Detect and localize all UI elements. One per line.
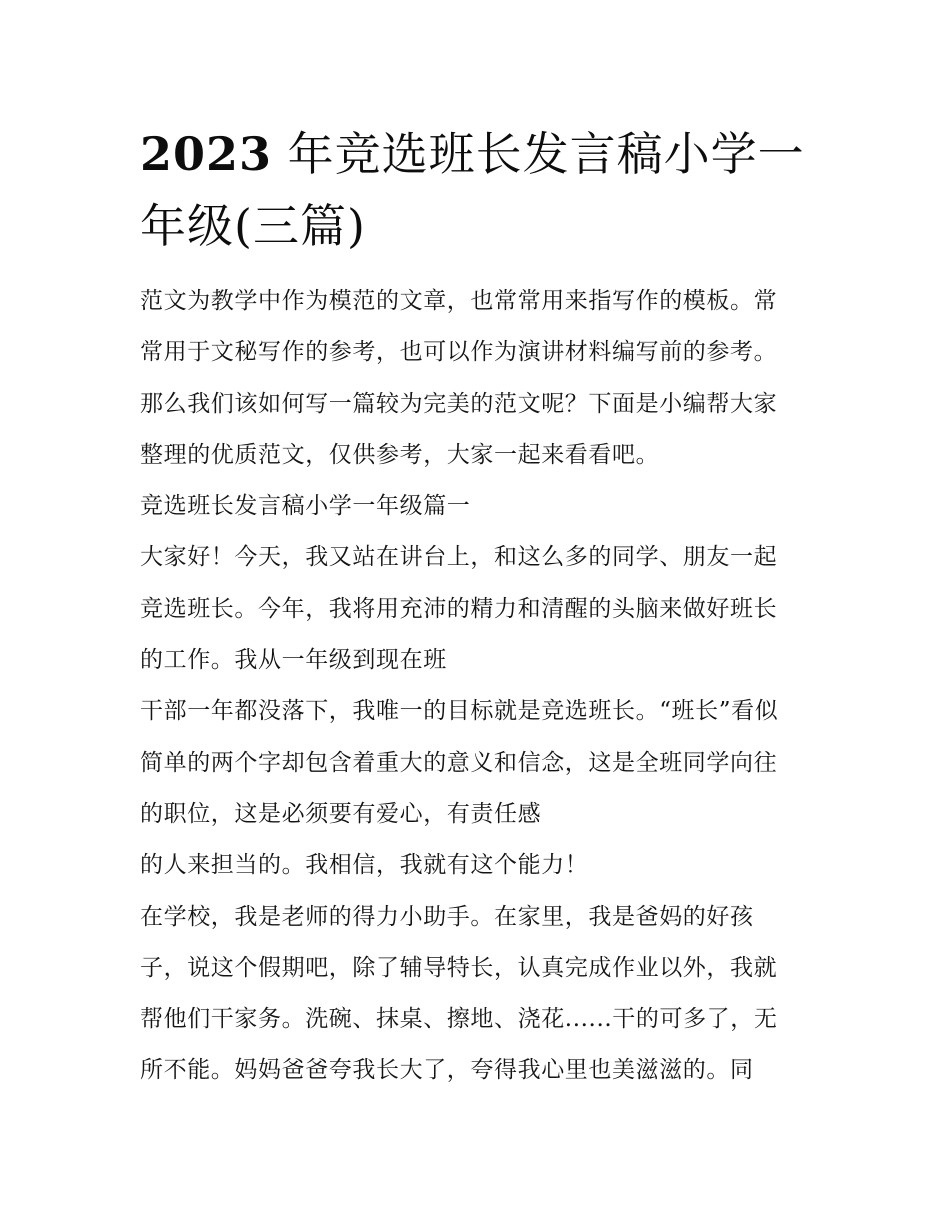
body-line: 范文为教学中作为模范的文章，也常常用来指写作的模板。常: [140, 288, 778, 314]
section-heading: 竞选班长发言稿小学一年级篇一: [140, 493, 471, 520]
body-line: 整理的优质范文，仅供参考，大家一起来看看吧。: [140, 441, 660, 468]
body-line: 的工作。我从一年级到现在班: [140, 647, 447, 674]
document-body: [140, 276, 820, 1097]
body-line: 那么我们该如何写一篇较为完美的范文呢？下面是小编帮大家: [140, 390, 778, 417]
body-line: 子，说这个假期吧，除了辅导特长，认真完成作业以外，我就: [140, 954, 778, 981]
body-line: 干部一年都没落下，我唯一的目标就是竞选班长。“班长”看似: [140, 698, 779, 725]
body-line: 在学校，我是老师的得力小助手。在家里，我是爸妈的好孩: [140, 903, 754, 930]
body-line: 竞选班长。今年，我将用充沛的精力和清醒的头脑来做好班长: [140, 595, 778, 622]
title-text: 年竞选班长发言稿小学一: [272, 127, 805, 181]
body-line: 所不能。妈妈爸爸夸我长大了，夸得我心里也美滋滋的。同: [140, 1057, 754, 1084]
document-title: [140, 118, 820, 262]
body-line: 简单的两个字却包含着重大的意义和信念，这是全班同学向往: [140, 749, 778, 776]
title-year: 2023: [140, 127, 273, 181]
body-line: 大家好！今天，我又站在讲台上，和这么多的同学、朋友一起: [140, 544, 778, 571]
body-line: 的职位，这是必须要有爱心，有责任感: [140, 800, 542, 827]
title-text-line2: 年级(三篇): [140, 199, 366, 253]
body-line: 常用于文秘写作的参考，也可以作为演讲材料编写前的参考。: [140, 339, 778, 366]
body-line: 的人来担当的。我相信，我就有这个能力！: [140, 852, 589, 879]
body-line: 帮他们干家务。洗碗、抹桌、擦地、浇花......干的可多了，无: [140, 1006, 778, 1033]
